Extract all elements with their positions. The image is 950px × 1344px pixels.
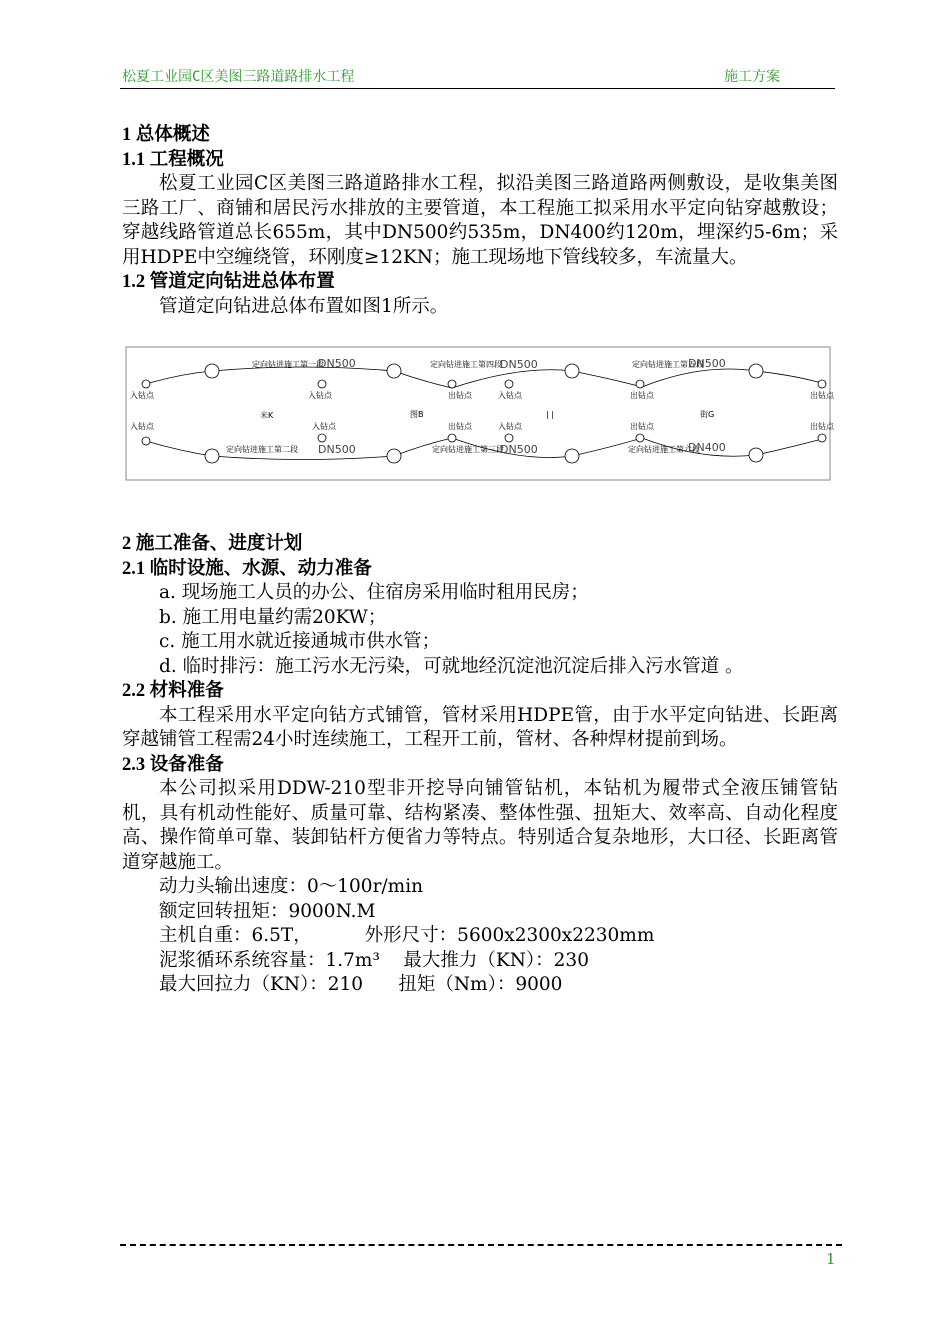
bottom-point-node-2 <box>318 434 326 442</box>
top-point-label-2: 入钻点 <box>308 391 332 400</box>
top-size-label-1: DN500 <box>318 357 356 370</box>
top-point-label-4: 入钻点 <box>498 391 522 400</box>
top-size-label-2: DN500 <box>500 358 538 371</box>
section-2-3-heading: 2.3 设备准备 <box>122 754 224 775</box>
materials-paragraph: 本工程采用水平定向钻方式铺管，管材采用HDPE管，由于水平定向钻进、长距离穿越铺管工程需24小时连续施工，工程开工前，管材、各种焊材提前到场。 <box>122 704 838 750</box>
section-1-2-heading: 1.2 管道定向钻进总体布置 <box>122 272 335 292</box>
footer-divider <box>120 1244 842 1246</box>
top-large-node-3 <box>565 364 579 378</box>
bottom-large-node-4 <box>749 448 763 462</box>
top-point-label-1: 入钻点 <box>130 391 154 400</box>
page-number: 1 <box>826 1250 836 1268</box>
section-2-2-heading: 2.2 材料准备 <box>122 681 224 701</box>
top-point-node-5 <box>636 380 644 388</box>
prep-item-c: c. 施工用水就近接通城市供水管； <box>159 631 441 652</box>
bottom-size-label-3: DN400 <box>688 441 726 454</box>
page-header <box>120 66 835 89</box>
prep-item-a: a. 现场施工人员的办公、住宿房采用临时租用民房； <box>159 582 589 603</box>
top-point-node-6 <box>818 380 826 388</box>
spec-line-1: 动力头输出速度：0～100r/min <box>159 876 424 897</box>
layout-intro-paragraph: 管道定向钻进总体布置如图1所示。 <box>159 295 449 317</box>
top-large-node-2 <box>387 364 401 378</box>
bottom-point-node-5 <box>636 434 644 442</box>
spec-line-2: 额定回转扭矩：9000N.M <box>159 900 376 922</box>
bottom-point-node-3 <box>448 434 456 442</box>
top-point-node-1 <box>142 380 150 388</box>
header-doc-type: 施工方案 <box>724 69 780 85</box>
section-1-heading: 1 总体概述 <box>122 125 210 145</box>
top-segment-label-3: 定向钻进施工第五段 <box>632 360 704 369</box>
bottom-point-label-3: 出钻点 <box>448 422 472 431</box>
bottom-large-node-3 <box>565 449 579 463</box>
top-segment-label-1: 定向钻进施工第一段 <box>252 360 324 369</box>
top-size-label-3: DN500 <box>688 357 726 370</box>
bottom-point-label-6: 出钻点 <box>810 422 834 431</box>
bottom-point-label-4: 入钻点 <box>498 422 522 431</box>
prep-item-d: d. 临时排污：施工污水无污染，可就地经沉淀池沉淀后排入污水管道 。 <box>159 655 744 677</box>
top-point-node-3 <box>448 380 456 388</box>
top-large-node-4 <box>749 364 763 378</box>
bottom-point-label-1: 入钻点 <box>130 422 154 431</box>
bottom-point-node-6 <box>818 434 826 442</box>
spec-line-5: 最大回拉力（KN）：210 扭矩（Nm）：9000 <box>159 974 563 995</box>
bottom-point-label-2: 入钻点 <box>312 422 336 431</box>
mid-mark-4: 街G <box>700 410 715 419</box>
bottom-point-label-5: 出钻点 <box>630 422 654 431</box>
drilling-layout-diagram <box>122 343 834 484</box>
top-point-node-4 <box>505 380 513 388</box>
mid-mark-1: 米K <box>260 411 274 420</box>
spec-line-3: 主机自重：6.5T， 外形尺寸：5600x2300x2230mm <box>159 925 655 946</box>
project-overview-paragraph: 松夏工业园C区美图三路道路排水工程，拟沿美图三路道路两侧敷设，是收集美图三路工厂、商铺和居民污水排放的主要管道，本工程施工拟采用水平定向钻穿越敷设；穿越线路管道总长655m，其中DN500约535m，DN400约120m，埋深约5-6m；采用HDPE中空缠绕管，环刚度≥12KN；施工现场地下管线较多，车流量大。 <box>122 173 838 268</box>
top-segment-label-2: 定向钻进施工第四段 <box>430 360 502 369</box>
bottom-segment-label-3: 定向钻进施工第六段 <box>628 445 700 454</box>
top-point-label-6: 出钻点 <box>810 391 834 400</box>
mid-mark-3: | | <box>546 410 554 419</box>
spec-line-4: 泥浆循环系统容量：1.7m³ 最大推力（KN）：230 <box>159 949 589 971</box>
header-title: 松夏工业园C区美图三路道路排水工程 <box>122 69 355 85</box>
top-point-node-2 <box>318 380 326 388</box>
top-point-label-3: 出钻点 <box>448 391 472 400</box>
bottom-segment-label-2: 定向钻进施工第三段 <box>432 445 504 454</box>
bottom-segment-label-1: 定向钻进施工第二段 <box>226 445 298 454</box>
equipment-paragraph: 本公司拟采用DDW-210型非开挖导向铺管钻机，本钻机为履带式全液压铺管钻机，具有机动性能好、质量可靠、结构紧凑、整体性强、扭矩大、效率高、自动化程度高、操作简单可靠、装卸钻杆方便省力等特点。特别适合复杂地形，大口径、长距离管道穿越施工。 <box>122 778 838 873</box>
bottom-large-node-1 <box>205 449 219 463</box>
bottom-point-node-4 <box>505 434 513 442</box>
section-2-heading: 2 施工准备、进度计划 <box>122 534 303 554</box>
bottom-size-label-2: DN500 <box>500 443 538 456</box>
section-1-1-heading: 1.1 工程概况 <box>122 149 224 170</box>
top-large-node-1 <box>205 364 219 378</box>
mid-mark-2: 图B <box>410 410 424 419</box>
top-point-label-5: 出钻点 <box>630 391 654 400</box>
document-body <box>122 123 838 998</box>
section-2-1-heading: 2.1 临时设施、水源、动力准备 <box>122 558 372 579</box>
bottom-point-node-1 <box>142 437 150 445</box>
bottom-size-label-1: DN500 <box>318 443 356 456</box>
prep-item-b: b. 施工用电量约需20KW； <box>159 606 387 628</box>
bottom-large-node-2 <box>387 449 401 463</box>
